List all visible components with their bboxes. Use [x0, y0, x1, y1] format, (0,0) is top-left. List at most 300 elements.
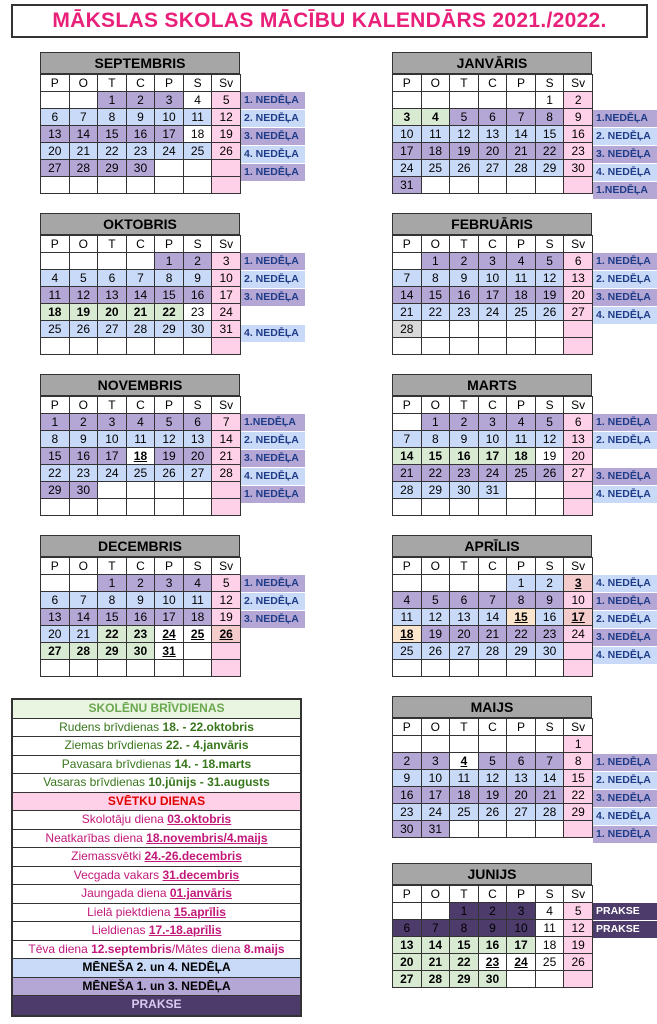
weekday-header: P: [393, 558, 422, 575]
day-cell: 4: [183, 92, 212, 109]
legend: [11, 698, 302, 1017]
day-cell: 13: [41, 609, 70, 626]
month-title: FEBRUĀRIS: [392, 213, 592, 235]
week-label: 2. NEDĒĻA: [593, 772, 657, 789]
day-cell: 30: [478, 971, 507, 988]
empty-cell: [421, 321, 450, 338]
week-label: 1.NEDĒĻA: [593, 182, 657, 199]
day-cell: 6: [450, 592, 479, 609]
day-cell: 21: [421, 954, 450, 971]
empty-cell: [421, 177, 450, 194]
empty-cell: [478, 736, 507, 753]
day-cell: 1: [507, 575, 536, 592]
empty-cell: [535, 177, 564, 194]
day-cell: 8: [564, 753, 593, 770]
week-label: 3. NEDĒĻA: [241, 128, 305, 145]
month-grid: [40, 74, 241, 194]
day-cell: 20: [507, 787, 536, 804]
day-cell: 18: [126, 448, 155, 465]
day-cell: 11: [421, 126, 450, 143]
day-cell: 12: [421, 609, 450, 626]
weekday-header: T: [450, 886, 479, 903]
day-cell: 5: [421, 592, 450, 609]
day-cell: 12: [478, 770, 507, 787]
empty-cell: [478, 499, 507, 516]
day-cell: 27: [478, 160, 507, 177]
week-label: 1. NEDĒĻA: [593, 253, 657, 270]
day-cell: 9: [564, 109, 593, 126]
legend-summer-text: Vasaras brīvdienas: [43, 775, 149, 789]
empty-cell: [212, 660, 241, 677]
empty-cell: [126, 338, 155, 355]
weekday-header: S: [183, 236, 212, 253]
week-label: 2. NEDĒĻA: [241, 432, 305, 449]
empty-cell: [507, 736, 536, 753]
legend-christmas-text: Ziemassvētki: [71, 849, 145, 863]
weekday-header: C: [478, 236, 507, 253]
day-cell: 20: [41, 143, 70, 160]
empty-cell: [478, 575, 507, 592]
empty-cell: [183, 160, 212, 177]
day-cell: 10: [507, 920, 536, 937]
empty-cell: [478, 177, 507, 194]
legend-winter-dates: 22. - 4.janvāris: [165, 738, 249, 752]
day-cell: 2: [478, 903, 507, 920]
week-label: 1. NEDĒĻA: [593, 754, 657, 771]
day-cell: 11: [507, 270, 536, 287]
day-cell: 24: [155, 143, 184, 160]
empty-cell: [155, 499, 184, 516]
empty-cell: [155, 338, 184, 355]
empty-cell: [393, 660, 422, 677]
weekday-header: P: [155, 558, 184, 575]
empty-cell: [564, 971, 593, 988]
day-cell: 9: [450, 270, 479, 287]
legend-mothers-dates: 8.maijs: [243, 941, 285, 956]
weekday-header: T: [98, 75, 127, 92]
empty-cell: [535, 499, 564, 516]
empty-cell: [421, 338, 450, 355]
day-cell: 27: [564, 304, 593, 321]
day-cell: 31: [478, 482, 507, 499]
empty-cell: [535, 338, 564, 355]
empty-cell: [41, 660, 70, 677]
day-cell: 14: [69, 126, 98, 143]
day-cell: 13: [183, 431, 212, 448]
day-cell: 12: [450, 126, 479, 143]
day-cell: 6: [564, 414, 593, 431]
day-cell: 18: [535, 937, 564, 954]
day-cell: 13: [564, 270, 593, 287]
day-cell: 19: [421, 626, 450, 643]
day-cell: 13: [564, 431, 593, 448]
day-cell: 27: [41, 160, 70, 177]
day-cell: 28: [507, 160, 536, 177]
day-cell: 26: [564, 954, 593, 971]
day-cell: 16: [69, 448, 98, 465]
day-cell: 16: [535, 609, 564, 626]
empty-cell: [478, 660, 507, 677]
weekday-header: P: [393, 719, 422, 736]
day-cell: 21: [535, 787, 564, 804]
day-cell: 22: [98, 143, 127, 160]
empty-cell: [155, 482, 184, 499]
day-cell: 28: [421, 971, 450, 988]
day-cell: 25: [393, 643, 422, 660]
legend-independence-text: Neatkarības diena: [45, 830, 147, 845]
day-cell: 23: [126, 143, 155, 160]
weekday-header: C: [478, 397, 507, 414]
day-cell: 9: [69, 431, 98, 448]
day-cell: 7: [393, 431, 422, 448]
day-cell: 9: [183, 270, 212, 287]
day-cell: 22: [564, 787, 593, 804]
day-cell: 10: [564, 592, 593, 609]
day-cell: 14: [421, 937, 450, 954]
legend-goodfriday-dates: 15.aprīlis: [173, 904, 226, 919]
day-cell: 1: [450, 903, 479, 920]
day-cell: 13: [478, 126, 507, 143]
weekday-header: S: [183, 75, 212, 92]
day-cell: 20: [564, 448, 593, 465]
day-cell: 7: [69, 109, 98, 126]
week-label: 2. NEDĒĻA: [593, 271, 657, 288]
day-cell: 13: [98, 287, 127, 304]
weekday-header: O: [69, 397, 98, 414]
day-cell: 22: [507, 626, 536, 643]
day-cell: 22: [450, 954, 479, 971]
legend-good-friday: [13, 904, 300, 923]
empty-cell: [41, 338, 70, 355]
day-cell: 26: [535, 465, 564, 482]
day-cell: 21: [69, 626, 98, 643]
empty-cell: [98, 253, 127, 270]
day-cell: 15: [507, 609, 536, 626]
day-cell: 3: [155, 575, 184, 592]
empty-cell: [507, 499, 536, 516]
weekday-header: Sv: [212, 558, 241, 575]
week-label: 4. NEDĒĻA: [593, 307, 657, 324]
week-label: PRAKSE: [593, 921, 657, 938]
empty-cell: [507, 321, 536, 338]
weekday-header: O: [421, 236, 450, 253]
weekday-header: C: [126, 236, 155, 253]
day-cell: 29: [41, 482, 70, 499]
day-cell: 30: [126, 643, 155, 660]
weekday-header: Sv: [564, 75, 593, 92]
day-cell: 14: [393, 287, 422, 304]
legend-autumn: [13, 719, 300, 738]
month-title: APRĪLIS: [392, 535, 592, 557]
day-cell: 16: [393, 787, 422, 804]
empty-cell: [507, 821, 536, 838]
day-cell: 18: [450, 787, 479, 804]
day-cell: 2: [393, 753, 422, 770]
day-cell: 5: [69, 270, 98, 287]
day-cell: 17: [421, 787, 450, 804]
day-cell: 4: [41, 270, 70, 287]
week-label: 1. NEDĒĻA: [241, 575, 305, 592]
empty-cell: [393, 253, 422, 270]
day-cell: 25: [183, 143, 212, 160]
legend-nye-dates: 31.decembris: [162, 867, 240, 882]
weekday-header: O: [69, 236, 98, 253]
day-cell: 8: [98, 109, 127, 126]
weekday-header: Sv: [212, 236, 241, 253]
day-cell: 26: [69, 321, 98, 338]
empty-cell: [450, 736, 479, 753]
day-cell: 23: [450, 304, 479, 321]
day-cell: 14: [393, 448, 422, 465]
weekday-header: O: [69, 75, 98, 92]
legend-public-holidays-title: SVĒTKU DIENAS: [13, 793, 300, 812]
day-cell: 21: [507, 143, 536, 160]
day-cell: 18: [41, 304, 70, 321]
empty-cell: [450, 660, 479, 677]
day-cell: 29: [155, 321, 184, 338]
day-cell: 29: [450, 971, 479, 988]
week-label: 2. NEDĒĻA: [593, 611, 657, 628]
day-cell: 28: [126, 321, 155, 338]
empty-cell: [41, 499, 70, 516]
empty-cell: [507, 92, 536, 109]
day-cell: 15: [155, 287, 184, 304]
empty-cell: [41, 575, 70, 592]
weekday-header: S: [535, 558, 564, 575]
legend-winter: [13, 737, 300, 756]
week-label: 1.NEDĒĻA: [241, 414, 305, 431]
day-cell: 6: [41, 109, 70, 126]
day-cell: 14: [507, 126, 536, 143]
empty-cell: [450, 821, 479, 838]
week-label: 3. NEDĒĻA: [593, 629, 657, 646]
day-cell: 17: [155, 126, 184, 143]
day-cell: 6: [478, 109, 507, 126]
empty-cell: [450, 575, 479, 592]
day-cell: 7: [507, 109, 536, 126]
day-cell: 29: [98, 643, 127, 660]
month-grid: [392, 885, 593, 988]
day-cell: 5: [535, 414, 564, 431]
empty-cell: [393, 338, 422, 355]
day-cell: 10: [393, 126, 422, 143]
empty-cell: [41, 177, 70, 194]
calendar-december: [40, 535, 299, 677]
legend-new-year: [13, 885, 300, 904]
day-cell: 21: [69, 143, 98, 160]
day-cell: 12: [69, 287, 98, 304]
week-label: 4. NEDĒĻA: [241, 325, 305, 342]
legend-christmas-dates: 24.-26.decembris: [144, 849, 242, 863]
day-cell: 9: [450, 431, 479, 448]
day-cell: 2: [535, 575, 564, 592]
weekday-header: P: [41, 558, 70, 575]
legend-teachers-day: [13, 811, 300, 830]
month-title: DECEMBRIS: [40, 535, 240, 557]
day-cell: 8: [98, 592, 127, 609]
weekday-header: T: [450, 397, 479, 414]
weekday-header: S: [535, 397, 564, 414]
day-cell: 8: [421, 431, 450, 448]
day-cell: 19: [564, 937, 593, 954]
empty-cell: [212, 338, 241, 355]
legend-spring-dates: 14. - 18.marts: [174, 756, 252, 771]
week-label: 4. NEDĒĻA: [241, 146, 305, 163]
day-cell: 30: [564, 160, 593, 177]
day-cell: 24: [478, 465, 507, 482]
week-label: 4. NEDĒĻA: [593, 575, 657, 592]
day-cell: 6: [564, 253, 593, 270]
empty-cell: [393, 499, 422, 516]
day-cell: 4: [393, 592, 422, 609]
empty-cell: [183, 660, 212, 677]
weekday-header: Sv: [564, 236, 593, 253]
day-cell: 12: [212, 592, 241, 609]
day-cell: 3: [507, 903, 536, 920]
calendar-january: [392, 52, 651, 196]
weekday-header: C: [478, 75, 507, 92]
empty-cell: [450, 499, 479, 516]
day-cell: 2: [69, 414, 98, 431]
day-cell: 14: [212, 431, 241, 448]
empty-cell: [507, 338, 536, 355]
legend-teachers-text: Skolotāju diena: [81, 812, 168, 826]
day-cell: 21: [393, 465, 422, 482]
day-cell: 21: [212, 448, 241, 465]
calendar-june: [392, 863, 640, 988]
empty-cell: [212, 482, 241, 499]
legend-mothers-text: /Mātes diena: [171, 941, 244, 956]
day-cell: 7: [478, 592, 507, 609]
day-cell: 23: [564, 143, 593, 160]
day-cell: 5: [450, 109, 479, 126]
day-cell: 5: [155, 414, 184, 431]
day-cell: 14: [69, 609, 98, 626]
day-cell: 17: [98, 448, 127, 465]
weekday-header: P: [393, 75, 422, 92]
day-cell: 12: [535, 270, 564, 287]
month-title: OKTOBRIS: [40, 213, 240, 235]
day-cell: 3: [155, 92, 184, 109]
legend-easter-dates: 17.-18.aprīlis: [148, 923, 222, 937]
day-cell: 22: [41, 465, 70, 482]
empty-cell: [69, 338, 98, 355]
calendar-april: [392, 535, 651, 677]
day-cell: 3: [478, 253, 507, 270]
legend-winter-text: Ziemas brīvdienas: [64, 738, 166, 752]
weekday-header: P: [507, 75, 536, 92]
empty-cell: [183, 177, 212, 194]
empty-cell: [564, 643, 593, 660]
day-cell: 24: [564, 626, 593, 643]
empty-cell: [421, 92, 450, 109]
week-label: 2. NEDĒĻA: [593, 432, 657, 449]
day-cell: 25: [535, 954, 564, 971]
legend-summer-dates: 10.jūnijs - 31.augusts: [148, 775, 270, 789]
empty-cell: [564, 177, 593, 194]
day-cell: 17: [507, 937, 536, 954]
day-cell: 24: [155, 626, 184, 643]
day-cell: 11: [507, 431, 536, 448]
weekday-header: Sv: [564, 397, 593, 414]
day-cell: 20: [183, 448, 212, 465]
empty-cell: [69, 575, 98, 592]
empty-cell: [126, 482, 155, 499]
day-cell: 31: [393, 177, 422, 194]
empty-cell: [126, 660, 155, 677]
empty-cell: [69, 253, 98, 270]
weekday-header: P: [155, 236, 184, 253]
weekday-header: T: [450, 236, 479, 253]
empty-cell: [478, 821, 507, 838]
day-cell: 9: [393, 770, 422, 787]
empty-cell: [183, 643, 212, 660]
month-grid: [392, 396, 593, 516]
week-label: 2. NEDĒĻA: [593, 128, 657, 145]
calendar-october: [40, 213, 299, 355]
page-title: MĀKSLAS SKOLAS MĀCĪBU KALENDĀRS 2021./2022.: [11, 4, 648, 38]
day-cell: 4: [507, 253, 536, 270]
week-label: 3. NEDĒĻA: [593, 790, 657, 807]
empty-cell: [212, 643, 241, 660]
day-cell: 2: [564, 92, 593, 109]
month-title: NOVEMBRIS: [40, 374, 240, 396]
day-cell: 18: [393, 626, 422, 643]
week-label: 1. NEDĒĻA: [241, 92, 305, 109]
day-cell: 22: [421, 304, 450, 321]
day-cell: 24: [421, 804, 450, 821]
weekday-header: P: [507, 558, 536, 575]
day-cell: 4: [183, 575, 212, 592]
calendar-may: [392, 696, 651, 840]
month-grid: [40, 557, 241, 677]
empty-cell: [450, 338, 479, 355]
day-cell: 20: [478, 143, 507, 160]
day-cell: 3: [421, 753, 450, 770]
day-cell: 5: [535, 253, 564, 270]
empty-cell: [41, 253, 70, 270]
day-cell: 30: [69, 482, 98, 499]
day-cell: 19: [478, 787, 507, 804]
empty-cell: [507, 177, 536, 194]
day-cell: 19: [535, 287, 564, 304]
day-cell: 12: [564, 920, 593, 937]
empty-cell: [564, 499, 593, 516]
week-label: 4. NEDĒĻA: [593, 808, 657, 825]
day-cell: 21: [393, 304, 422, 321]
day-cell: 4: [421, 109, 450, 126]
weekday-header: T: [450, 719, 479, 736]
empty-cell: [155, 660, 184, 677]
week-label: 1. NEDĒĻA: [241, 486, 305, 503]
empty-cell: [535, 660, 564, 677]
day-cell: 15: [564, 770, 593, 787]
day-cell: 30: [183, 321, 212, 338]
day-cell: 11: [41, 287, 70, 304]
legend-easter: [13, 922, 300, 941]
day-cell: 8: [155, 270, 184, 287]
day-cell: 19: [535, 448, 564, 465]
weekday-header: C: [478, 886, 507, 903]
day-cell: 1: [155, 253, 184, 270]
day-cell: 13: [450, 609, 479, 626]
empty-cell: [478, 92, 507, 109]
empty-cell: [212, 160, 241, 177]
day-cell: 8: [450, 920, 479, 937]
week-label: 3. NEDĒĻA: [241, 289, 305, 306]
empty-cell: [126, 177, 155, 194]
day-cell: 5: [212, 92, 241, 109]
